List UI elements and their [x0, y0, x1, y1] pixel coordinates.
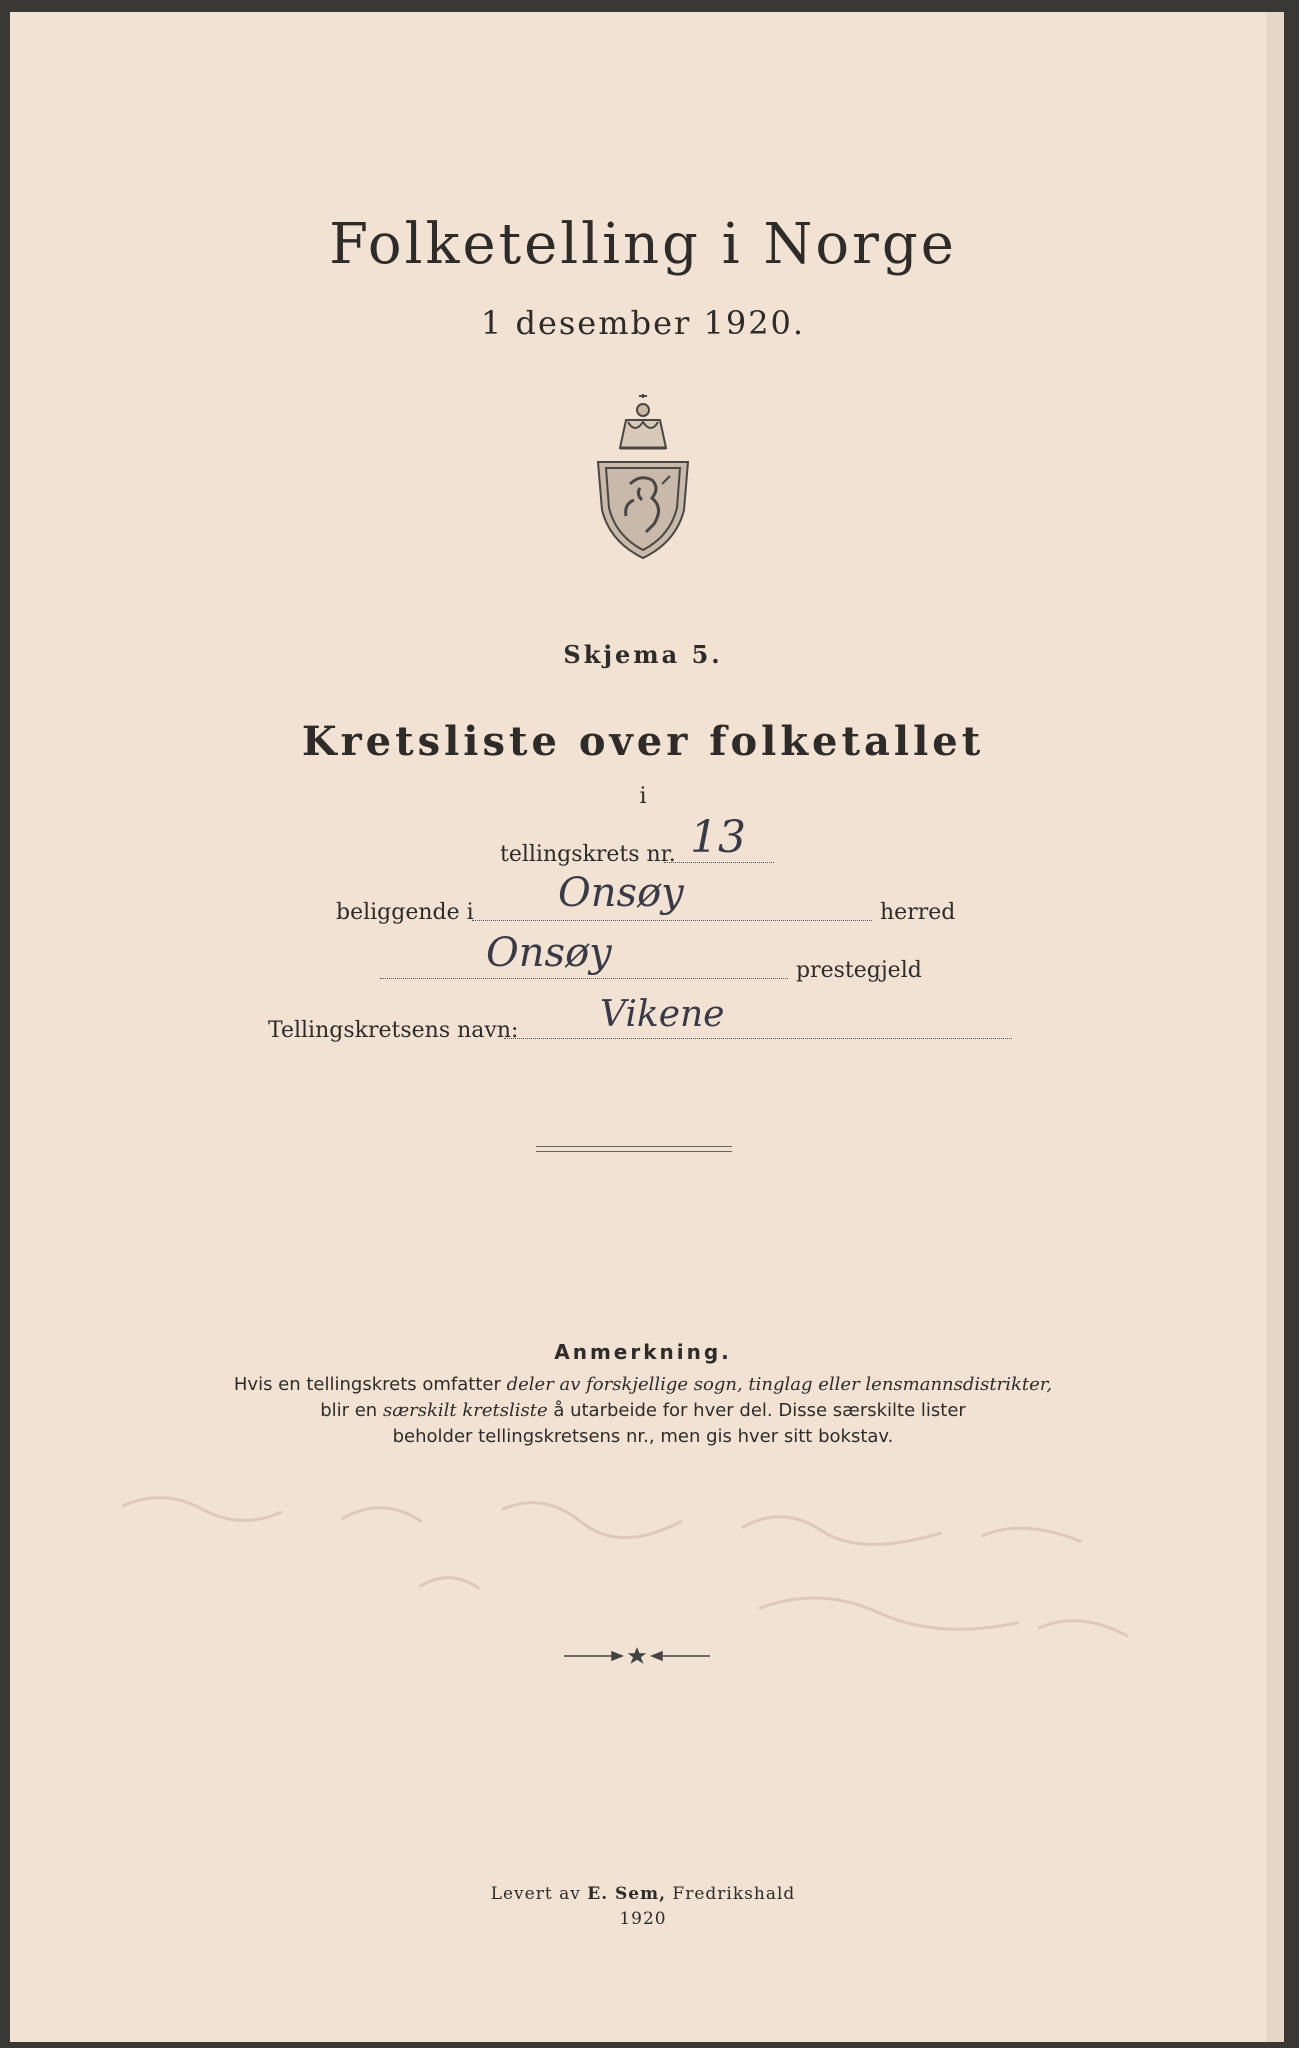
printer-year: 1920: [619, 1909, 667, 1929]
ornament-divider-icon: [562, 1646, 712, 1666]
prestegjeld-label: prestegjeld: [796, 958, 922, 983]
page-edge: [1266, 12, 1284, 2042]
navn-field[interactable]: [504, 1014, 1012, 1039]
navn-label: Tellingskretsens navn:: [268, 1018, 519, 1043]
herred-label: herred: [880, 900, 956, 925]
note-line-2-italic: særskilt kretsliste: [382, 1400, 548, 1421]
census-date: 1 desember 1920.: [480, 304, 806, 342]
note-line-1-italic: deler av forskjellige sogn, tinglag eller lensmannsdistrikter,: [506, 1374, 1053, 1395]
schema-number: Skjema 5.: [563, 640, 723, 669]
in-word: i: [639, 784, 647, 809]
note-line-2-start: blir en: [320, 1400, 383, 1421]
divider-rule: [536, 1146, 732, 1152]
note-line-1-start: Hvis en tellingskrets omfatter: [233, 1374, 507, 1395]
document-title: Folketelling i Norge: [329, 212, 957, 277]
note-line-3: beholder tellingskretsens nr., men gis hver sitt bokstav.: [392, 1426, 894, 1447]
note-line-1: [10, 1372, 1276, 1398]
bleed-through-icon: [118, 1466, 1143, 1671]
form-subtitle: Kretsliste over folketallet: [301, 718, 985, 765]
printer-name: E. Sem,: [587, 1884, 667, 1904]
printer-prefix: Levert av: [490, 1884, 588, 1904]
printer-line: [10, 1882, 1276, 1907]
navn-value: Vikene: [600, 994, 725, 1035]
note-line-2-end: å utarbeide for hver del. Disse særskilte lister: [547, 1400, 966, 1421]
tellingskrets-value: 13: [690, 812, 746, 863]
note-line-2: [10, 1398, 1276, 1424]
note-text: [10, 1372, 1276, 1450]
prestegjeld-value: Onsøy: [486, 930, 612, 976]
norwegian-coat-of-arms-icon: [580, 392, 706, 562]
herred-value: Onsøy: [558, 870, 684, 916]
printer-info: [10, 1882, 1276, 1932]
census-form-page: [10, 12, 1276, 2042]
beliggende-label: beliggende i: [336, 900, 474, 925]
tellingskrets-label: tellingskrets nr.: [500, 842, 676, 867]
note-title: Anmerkning.: [554, 1340, 732, 1364]
printer-place: Fredrikshald: [666, 1884, 796, 1904]
